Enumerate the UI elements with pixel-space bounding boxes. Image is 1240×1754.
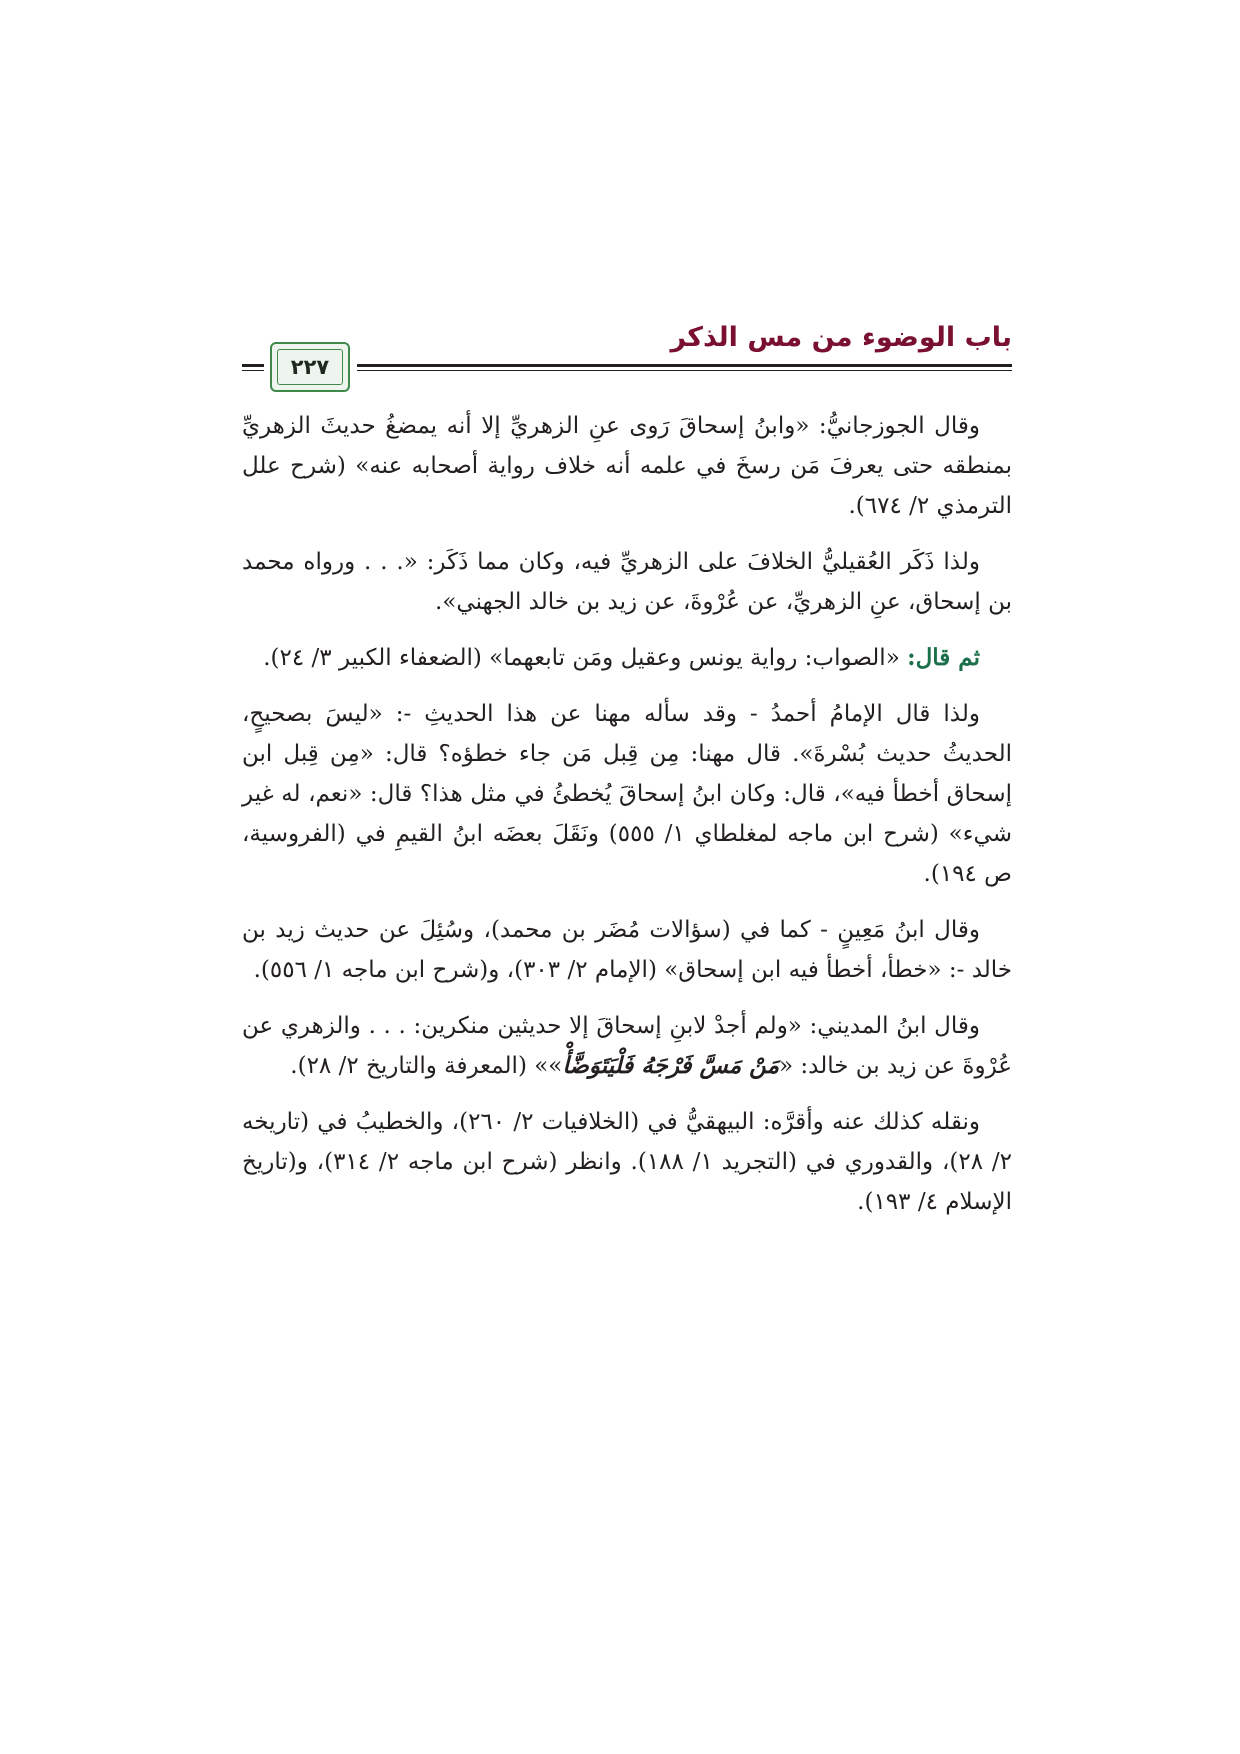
- page-header: [242, 318, 1012, 388]
- paragraph-then-said: [242, 638, 1012, 678]
- header-rule-thick: [357, 364, 1012, 367]
- then-said-label: ثم قال:: [907, 644, 980, 671]
- header-rule-thin: [357, 370, 1012, 371]
- header-rule-left-thick: [242, 364, 264, 367]
- page-number: ٢٢٧: [290, 355, 330, 379]
- page-number-badge: [270, 342, 350, 392]
- paragraph-ibn-main: وقال ابنُ مَعِينٍ - كما في (سؤالات مُضَر بن محمد)، وسُئِلَ عن حديث زيد بن خالد -: «خطأ، أخطأ فيه ابن إسحاق» (الإمام ٢/ ٣٠٣)، و(شرح ابن ماجه ١/ ٥٥٦).: [242, 917, 1012, 983]
- paragraph-imam-ahmad: ولذا قال الإمامُ أحمدُ - وقد سأله مهنا عن هذا الحديثِ -: «ليسَ بصحيحٍ، الحديثُ حديث بُسْرةَ». قال مهنا: مِن قِبل مَن جاء خطؤه؟ قال: «مِن قِبل ابن إسحاق أخطأ فيه»، قال: وكان ابنُ إسحاقَ يُخطئُ في مثل هذا؟ قال: «نعم، له غير شيء» (شرح ابن ماجه لمغلطاي ١/ ٥٥٥) ونَقَلَ بعضَه ابنُ القيمِ في (الفروسية، ص ١٩٤).: [242, 701, 1013, 887]
- paragraph-uqayli: ولذا ذَكَر العُقيليُّ الخلافَ على الزهريِّ فيه، وكان مما ذَكَر: «. . . ورواه محمد بن إسحاق، عنِ الزهريِّ، عن عُرْوةَ، عن زيد بن خالد الجهني».: [242, 549, 1012, 615]
- paragraph-bayhaqi: ونقله كذلك عنه وأقرَّه: البيهقيُّ في (الخلافيات ٢/ ٢٦٠)، والخطيبُ في (تاريخه ٢/ ٢٨)، والقدوري في (التجريد ١/ ١٨٨). وانظر (شرح ابن ماجه ٢/ ٣١٤)، و(تاريخ الإسلام ٤/ ١٩٣).: [242, 1109, 1012, 1215]
- then-said-text: «الصواب: رواية يونس وعقيل ومَن تابعهما» (الضعفاء الكبير ٣/ ٢٤).: [263, 645, 908, 671]
- paragraph-ibn-madini: [242, 1006, 1012, 1086]
- paragraph-jawzajani: وقال الجوزجانيُّ: «وابنُ إسحاقَ رَوى عنِ الزهريِّ إلا أنه يمضغُ حديثَ الزهريِّ بمنطقه حتى يعرفَ مَن رسخَ في علمه أنه خلاف رواية أصحابه عنه» (شرح علل الترمذي ٢/ ٦٧٤).: [242, 413, 1012, 519]
- ibn-madini-source: »» (المعرفة والتاريخ ٢/ ٢٨).: [290, 1053, 563, 1079]
- page-body: [242, 406, 1012, 1238]
- hadith-quote: مَنْ مَسَّ فَرْجَهُ فَلْيَتَوَضَّأْ: [562, 1052, 780, 1079]
- header-rule-left-thin: [242, 370, 264, 371]
- ibn-madini-text: وقال ابنُ المديني: «ولم أجدْ لابنِ إسحاقَ إلا حديثين منكرين: . . . والزهري عن عُرْوةَ عن زيد بن خالد: «: [242, 1013, 1012, 1079]
- chapter-title: باب الوضوء من مس الذكر: [670, 322, 1012, 353]
